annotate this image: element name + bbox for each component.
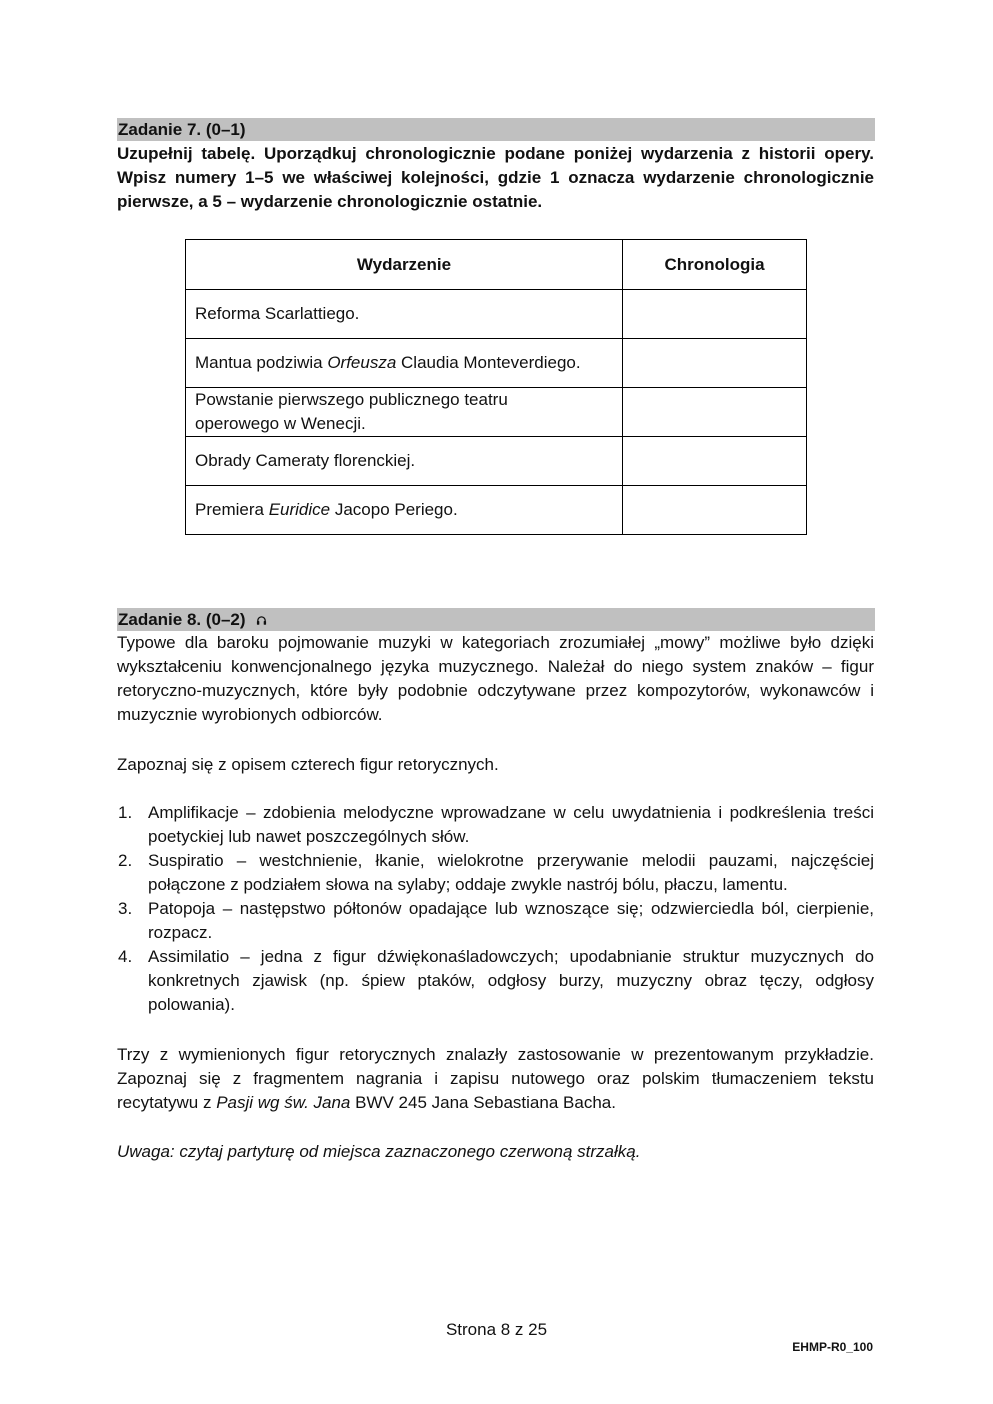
event-text: Obrady Cameraty florenckiej. (195, 451, 416, 470)
task7-instruction: Uzupełnij tabelę. Uporządkuj chronologicznie podane poniżej wydarzenia z historii opery. Wpisz numery 1–5 we właściwej kolejności, gdzie 1 oznacza wydarzenie chronologicznie pierwsze, a 5 – wydarzenie chronologicznie ostatnie. (117, 144, 874, 211)
table-row (186, 388, 807, 437)
task8-intro: Typowe dla baroku pojmowanie muzyki w kategoriach zrozumiałej „mowy” możliwe było dzięki wykształceniu konwencjonalnego języka muzycznego. Należał do niego system znaków – figur retoryczno-muzycznych, które były podobnie odczytywane przez kompozytorów, wykonawców i muzycznie wyrobionych odbiorców. (117, 633, 874, 724)
chronology-input-cell[interactable] (623, 486, 807, 535)
event-text: Claudia Monteverdiego. (396, 353, 581, 372)
paragraph-text: BWV 245 Jana Sebastiana Bacha. (350, 1093, 616, 1112)
chronology-input-cell[interactable] (623, 437, 807, 486)
event-cell (186, 339, 623, 388)
event-text: Mantua podziwia (195, 353, 328, 372)
paragraph-text: Trzy z wymienionych figur retorycznych znalazły zastosowanie w prezentowanym przykładzie. Zapoznaj się z fragmentem nagrania i zapisu nutowego oraz polskim tłumaczeniem tekstu recytatywu z (117, 1045, 874, 1112)
list-number: 3. (118, 899, 133, 918)
table-header-row (186, 240, 807, 290)
list-text: Amplifikacje – zdobienia melodyczne wprowadzane w celu uwydatnienia i podkreślenia treści poetyckiej lub nawet poszczególnych słów. (148, 803, 874, 846)
list-item (117, 849, 874, 897)
headphones-icon (256, 609, 267, 632)
list-text: Assimilatio – jedna z figur dźwiękonaśladowczych; upodabnianie struktur muzycznych do konkretnych zjawisk (np. śpiew ptaków, odgłosy burzy, muzyczny obraz tęczy, odgłosy polowania). (148, 947, 874, 1014)
event-text: Powstanie pierwszego publicznego teatru operowego w Wenecji. (195, 390, 508, 433)
events-table (185, 239, 807, 535)
list-item (117, 801, 874, 849)
event-text: Reforma Scarlattiego. (195, 304, 360, 323)
list-number: 1. (118, 803, 133, 822)
event-title-italic: Euridice (268, 500, 331, 519)
table-row (186, 290, 807, 339)
task7-header-text: Zadanie 7. (0–1) (118, 120, 246, 139)
task8-paragraph2 (117, 1043, 874, 1115)
chronology-input-cell[interactable] (623, 290, 807, 339)
task8-header-text: Zadanie 8. (0–2) (118, 610, 246, 629)
table-row (186, 437, 807, 486)
event-cell (186, 388, 623, 437)
exam-code: EHMP-R0_100 (792, 1340, 873, 1354)
event-title-italic: Orfeusza (327, 353, 397, 372)
work-title-italic: Pasji wg św. Jana (216, 1093, 351, 1112)
table-row (186, 486, 807, 535)
figures-list (117, 801, 874, 1017)
list-item (117, 945, 874, 1017)
event-cell (186, 290, 623, 339)
list-number: 4. (118, 947, 133, 966)
list-number: 2. (118, 851, 133, 870)
note-text: Uwaga: czytaj partyturę od miejsca zaznaczonego czerwoną strzałką. (117, 1142, 641, 1161)
page-number: Strona 8 z 25 (445, 1320, 548, 1339)
event-cell (186, 486, 623, 535)
list-text: Patopoja – następstwo półtonów opadające lub wznoszące się; odzwierciedla ból, cierpienie, rozpacz. (148, 899, 874, 942)
task8-note (117, 1140, 874, 1164)
header-event: Wydarzenie (186, 240, 623, 290)
list-text: Suspiratio – westchnienie, łkanie, wielokrotne przerywanie melodii pauzami, najczęściej połączone z podziałem słowa na sylaby; oddaje zwykle nastrój bólu, płaczu, lamentu. (148, 851, 874, 894)
event-cell (186, 437, 623, 486)
event-text: Jacopo Periego. (330, 500, 458, 519)
chronology-input-cell[interactable] (623, 339, 807, 388)
chronology-input-cell[interactable] (623, 388, 807, 437)
task8-header (117, 608, 875, 631)
list-item (117, 897, 874, 945)
header-chronology: Chronologia (623, 240, 807, 290)
table-row (186, 339, 807, 388)
event-text: Premiera (195, 500, 269, 519)
task7-header (117, 118, 875, 141)
task8-instruction: Zapoznaj się z opisem czterech figur retorycznych. (117, 755, 499, 774)
